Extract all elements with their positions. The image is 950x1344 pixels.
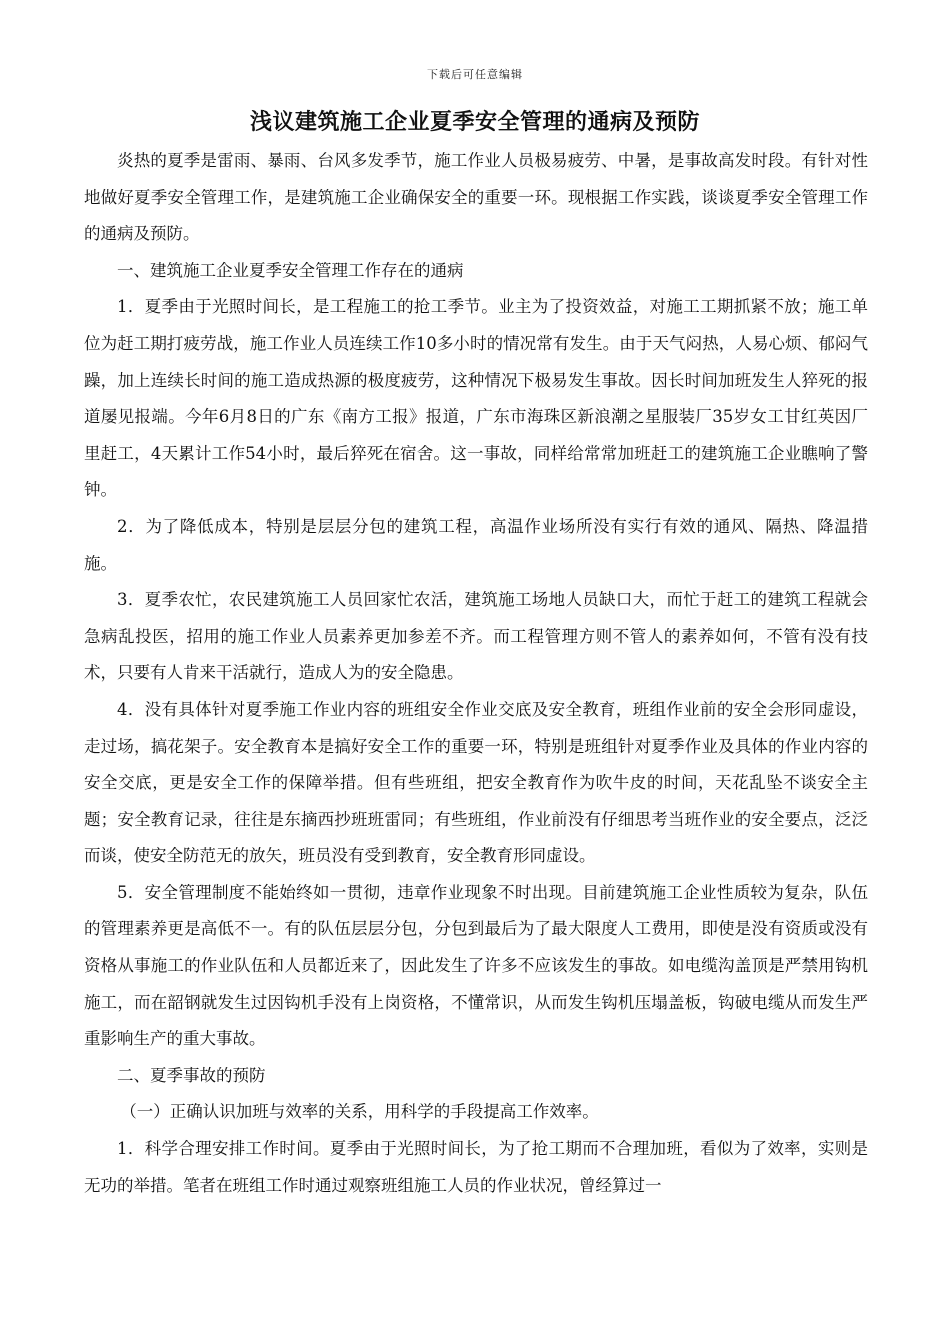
- document-title: 浅议建筑施工企业夏季安全管理的通病及预防: [249, 109, 700, 135]
- section-heading-2: 二、夏季事故的预防: [117, 1065, 266, 1085]
- paragraph-issue-5: 5．安全管理制度不能始终如一贯彻，违章作业现象不时出现。目前建筑施工企业性质较为复杂，队伍的管理素养更是高低不一。有的队伍层层分包，分包到最后为了最大限度人工费用，即使是没有资质或没有资格从事施工的作业队伍和人员都近来了，因此发生了许多不应该发生的事故。如电缆沟盖顶是严禁用钩机施工，而在韶钢就发生过因钩机手没有上岗资格，不懂常识，从而发生钩机压塌盖板，钩破电缆从而发生严重影响生产的重大事故。: [84, 882, 868, 1049]
- paragraph-issue-1: 1．夏季由于光照时间长，是工程施工的抢工季节。业主为了投资效益，对施工工期抓紧不放；施工单位为赶工期打疲劳战，施工作业人员连续工作10多小时的情况常有发生。由于天气闷热，人易心烦、郁闷气躁，加上连续长时间的施工造成热源的极度疲劳，这种情况下极易发生事故。因长时间加班发生人猝死的报道屡见报端。今年6月8日的广东《南方工报》报道，广东市海珠区新浪潮之星服装厂35岁女工甘红英因厂里赶工，4天累计工作54小时，最后猝死在宿舍。这一事故，同样给常常加班赶工的建筑施工企业瞧响了警钟。: [84, 297, 868, 500]
- section-heading-1: 一、建筑施工企业夏季安全管理工作存在的通病: [117, 260, 464, 280]
- paragraph-prevention-1: 1．科学合理安排工作时间。夏季由于光照时间长，为了抢工期而不合理加班，看似为了效率，实则是无功的举措。笔者在班组工作时通过观察班组施工人员的作业状况，曾经算过一: [84, 1139, 868, 1195]
- paragraph-issue-4: 4．没有具体针对夏季施工作业内容的班组安全作业交底及安全教育，班组作业前的安全会形同虚设，走过场，搞花架子。安全教育本是搞好安全工作的重要一环，特别是班组针对夏季作业及具体的作业内容的安全交底，更是安全工作的保障举措。但有些班组，把安全教育作为吹牛皮的时间，天花乱坠不谈安全主题；安全教育记录，往往是东摘西抄班班雷同；有些班组，作业前没有仔细思考当班作业的安全要点，泛泛而谈，使安全防范无的放矢，班员没有受到教育，安全教育形同虚设。: [84, 699, 868, 866]
- paragraph-issue-3: 3．夏季农忙，农民建筑施工人员回家忙农活，建筑施工场地人员缺口大，而忙于赶工的建筑工程就会急病乱投医，招用的施工作业人员素养更加参差不齐。而工程管理方则不管人的素养如何，不管有没有技术，只要有人肯来干活就行，造成人为的安全隐患。: [84, 590, 868, 683]
- paragraph-intro: 炎热的夏季是雷雨、暴雨、台风多发季节，施工作业人员极易疲劳、中暑，是事故高发时段。有针对性地做好夏季安全管理工作，是建筑施工企业确保安全的重要一环。现根据工作实践，谈谈夏季安全管理工作的通病及预防。: [84, 151, 868, 244]
- document-body: [84, 143, 868, 1204]
- subsection-heading-1: （一）正确认识加班与效率的关系，用科学的手段提高工作效率。: [120, 1102, 599, 1122]
- paragraph-issue-2: 2．为了降低成本，特别是层层分包的建筑工程，高温作业场所没有实行有效的通风、隔热、降温措施。: [84, 516, 868, 573]
- header-note: 下载后可任意编辑: [427, 68, 523, 81]
